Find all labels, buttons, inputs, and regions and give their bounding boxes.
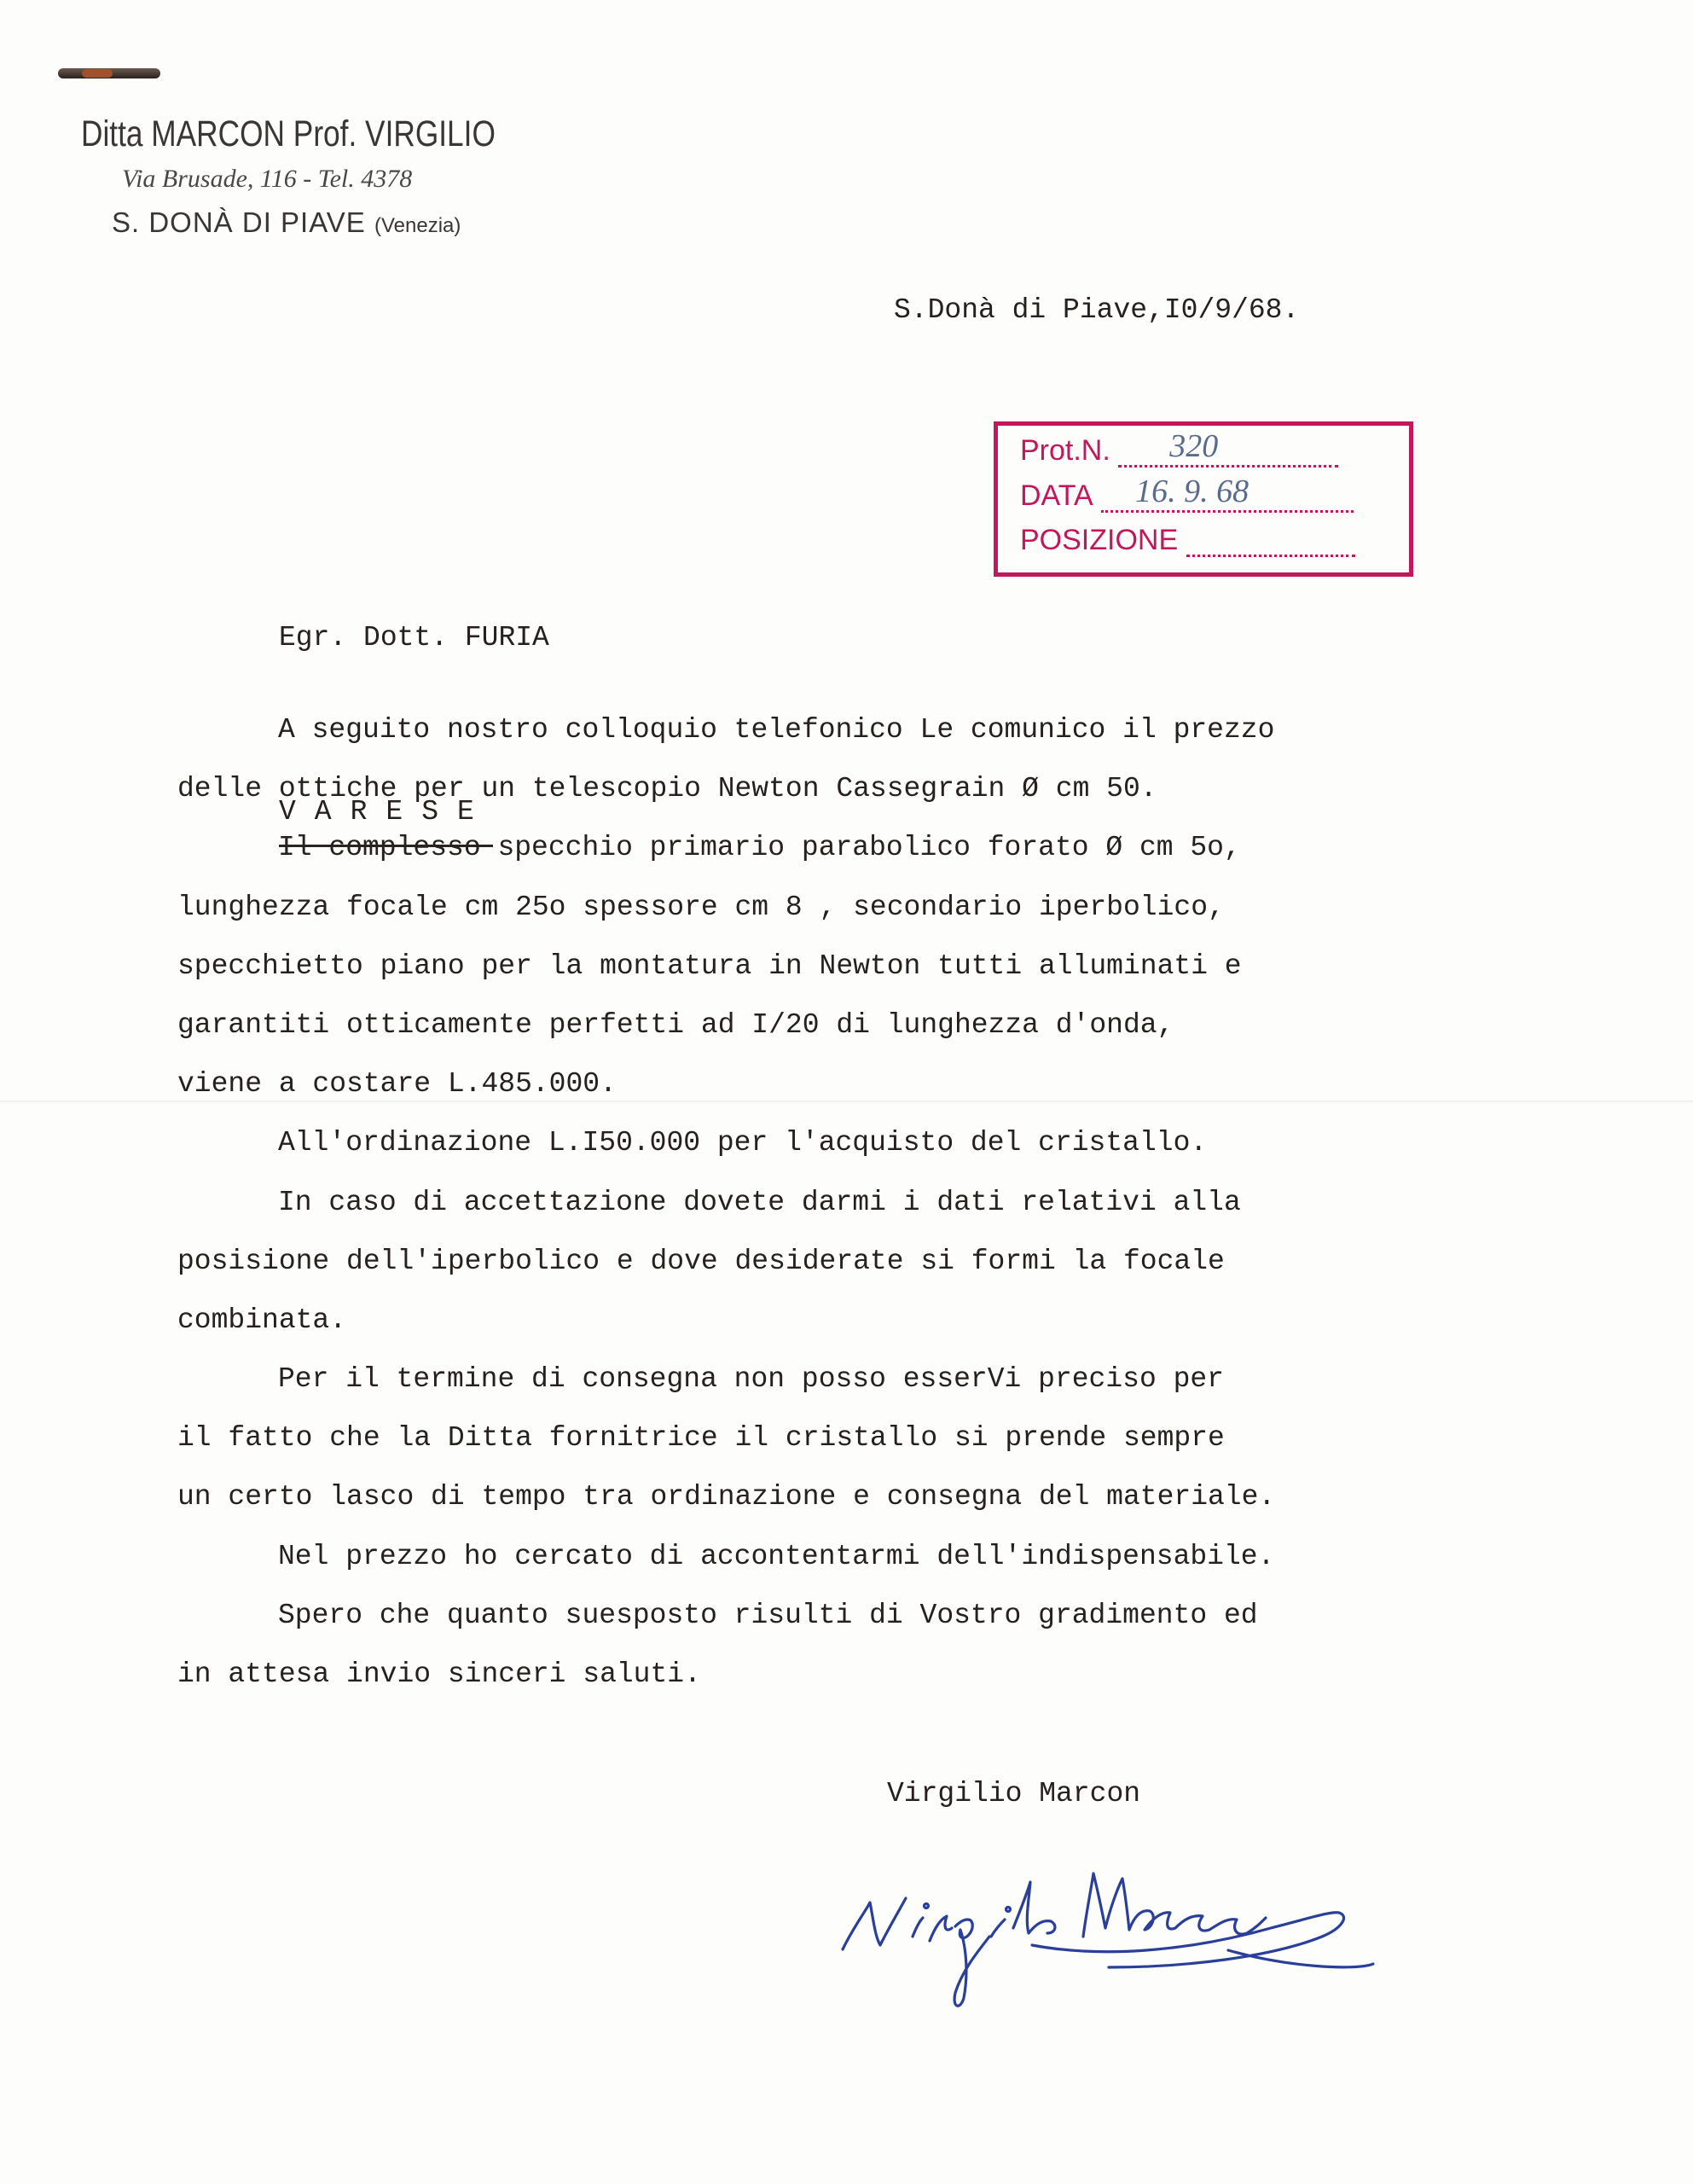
body-line: All'ordinazione L.I50.000 per l'acquisto del cristallo. xyxy=(278,1127,1208,1159)
letterhead-name: Ditta MARCON Prof. VIRGILIO xyxy=(81,113,496,154)
body-line: il fatto che la Ditta fornitrice il cristallo si prende sempre xyxy=(177,1422,1225,1455)
body-line: garantiti otticamente perfetti ad I/20 di lunghezza d'onda, xyxy=(177,1008,1174,1041)
stamp-posizione-label: POSIZIONE xyxy=(1020,524,1179,556)
body-line: Nel prezzo ho cercato di accontentarmi dell'indispensabile. xyxy=(278,1540,1275,1572)
body-line: specchietto piano per la montatura in Newton tutti alluminati e xyxy=(177,950,1242,982)
stamp-row-data xyxy=(1020,473,1354,513)
body-line: Per il termine di consegna non posso esserVi preciso per xyxy=(278,1363,1224,1396)
letterhead xyxy=(81,109,559,249)
stamp-prot-label: Prot.N. xyxy=(1020,434,1110,467)
addressee-name: Egr. Dott. FURIA xyxy=(279,622,549,653)
body-line: combinata. xyxy=(177,1304,347,1336)
stamp-data-value: 16. 9. 68 xyxy=(1135,473,1249,509)
letterhead-city: S. DONÀ DI PIAVE xyxy=(112,206,366,238)
protocol-stamp xyxy=(994,421,1413,577)
body-line: delle ottiche per un telescopio Newton Cassegrain Ø cm 50. xyxy=(177,773,1157,805)
stamp-prot-value: 320 xyxy=(1169,428,1219,464)
staple-mark xyxy=(58,68,160,78)
letterhead-province: (Venezia) xyxy=(374,214,461,237)
signature-typed-name: Virgilio Marcon xyxy=(887,1778,1141,1809)
letterhead-city-line xyxy=(112,200,559,249)
addressee-city: VARESE xyxy=(279,783,493,847)
handwritten-signature xyxy=(827,1800,1424,2022)
body-line: viene a costare L.485.000. xyxy=(177,1068,617,1101)
date-line: S.Donà di Piave,I0/9/68. xyxy=(894,294,1300,326)
body-line: posisione dell'iperbolico e dove desiderate si formi la focale xyxy=(177,1245,1225,1277)
stamp-row-posizione xyxy=(1020,524,1355,557)
body-line: Il complesso specchio primario parabolico forato Ø cm 5o, xyxy=(278,832,1241,864)
body-line: In caso di accettazione dovete darmi i dati relativi alla xyxy=(278,1186,1241,1218)
stamp-data-label: DATA xyxy=(1020,479,1093,512)
body-line: in attesa invio sinceri saluti. xyxy=(177,1658,701,1690)
body-line: un certo lasco di tempo tra ordinazione e consegna del materiale. xyxy=(177,1481,1276,1513)
body-line: lunghezza focale cm 25o spessore cm 8 , secondario iperbolico, xyxy=(177,891,1225,923)
body-line: Spero che quanto suesposto risulti di Vostro gradimento ed xyxy=(278,1599,1258,1631)
body-line: A seguito nostro colloquio telefonico Le comunico il prezzo xyxy=(278,714,1275,746)
letter-body xyxy=(177,700,1275,1704)
stamp-row-prot xyxy=(1020,428,1338,468)
letterhead-address: Via Brusade, 116 - Tel. 4378 xyxy=(122,165,413,193)
